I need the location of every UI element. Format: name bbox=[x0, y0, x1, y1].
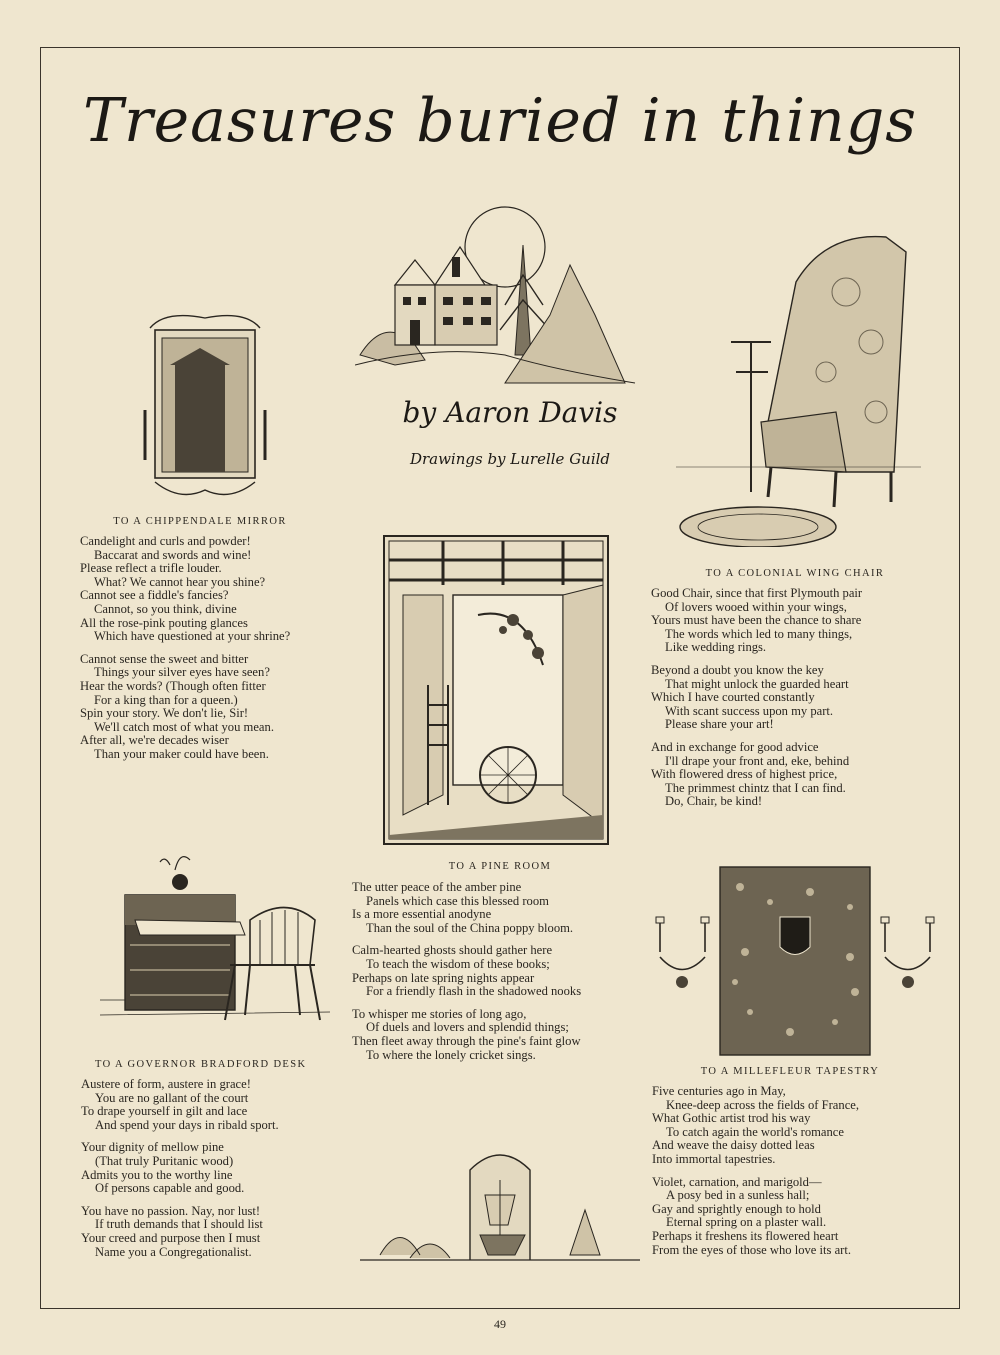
poem-desk bbox=[81, 1078, 279, 1268]
poem-line: The utter peace of the amber pine bbox=[352, 880, 522, 894]
stanza bbox=[352, 881, 581, 935]
poem-line: Five centuries ago in May, bbox=[652, 1084, 786, 1098]
poem-line: And spend your days in ribald sport. bbox=[95, 1117, 279, 1132]
poem-line: Good Chair, since that first Plymouth pair bbox=[651, 586, 863, 600]
poem-line: Beyond a doubt you know the key bbox=[651, 662, 824, 677]
poem-line: Perhaps on late spring nights appear bbox=[352, 970, 535, 985]
poem-line: Cannot see a fiddle's fancies? bbox=[80, 588, 229, 603]
poem-line: For a king than for a queen.) bbox=[94, 692, 238, 707]
poem-pine bbox=[352, 881, 581, 1071]
poem-line: I'll drape your front and, eke, behind bbox=[665, 753, 850, 768]
poem-line: Of persons capable and good. bbox=[95, 1181, 245, 1196]
poem-title-pine: TO A PINE ROOM bbox=[448, 861, 552, 872]
poem-line: (That truly Puritanic wood) bbox=[95, 1153, 234, 1168]
illustrator-credit: Drawings by Lurelle Guild bbox=[409, 450, 611, 468]
poem-title-chair: TO A COLONIAL WING CHAIR bbox=[705, 568, 885, 579]
poem-line: If truth demands that I should list bbox=[95, 1217, 263, 1232]
poem-line: Into immortal tapestries. bbox=[652, 1151, 776, 1166]
bradford-desk-illustration bbox=[100, 850, 330, 1030]
ship-window-illustration bbox=[360, 1140, 640, 1265]
stanza bbox=[81, 1078, 279, 1132]
poem-line: All the rose-pink pouting glances bbox=[80, 615, 248, 630]
poem-line: Eternal spring on a plaster wall. bbox=[666, 1215, 827, 1230]
poem-line: Cannot sense the sweet and bitter bbox=[80, 651, 249, 666]
poem-line: For a friendly flash in the shadowed nooks bbox=[366, 984, 582, 999]
stanza bbox=[651, 664, 862, 732]
page-title: Treasures buried in things bbox=[82, 86, 918, 156]
poem-line: Do, Chair, be kind! bbox=[665, 794, 763, 809]
poem-line: Your dignity of mellow pine bbox=[81, 1140, 224, 1155]
poem-line: Things your silver eyes have seen? bbox=[94, 665, 270, 680]
poem-mirror bbox=[80, 535, 290, 771]
poem-line: To whisper me stories of long ago, bbox=[352, 1006, 527, 1021]
poem-line: What? We cannot hear you shine? bbox=[94, 574, 266, 589]
poem-line: The primmest chintz that I can find. bbox=[665, 780, 846, 795]
poem-line: Your creed and purpose then I must bbox=[81, 1230, 261, 1245]
pine-room-illustration bbox=[383, 535, 609, 845]
stanza bbox=[80, 535, 290, 644]
poem-line: Hear the words? (Though often fitter bbox=[80, 678, 266, 693]
poem-line: Candelight and curls and powder! bbox=[80, 534, 251, 548]
poem-title-tapestry: TO A MILLEFLEUR TAPESTRY bbox=[700, 1066, 880, 1077]
wing-chair-illustration bbox=[676, 222, 921, 547]
poem-line: Which have questioned at your shrine? bbox=[94, 629, 291, 644]
poem-title-desk: TO A GOVERNOR BRADFORD DESK bbox=[95, 1059, 307, 1070]
poem-line: Of duels and lovers and splendid things; bbox=[366, 1020, 569, 1035]
poem-line: You are no gallant of the court bbox=[95, 1090, 249, 1105]
houses-illustration bbox=[355, 205, 640, 390]
poem-line: Calm-hearted ghosts should gather here bbox=[352, 943, 553, 958]
poem-line: And in exchange for good advice bbox=[651, 739, 819, 754]
poem-line: Like wedding rings. bbox=[665, 640, 767, 655]
poem-line: What Gothic artist trod his way bbox=[652, 1111, 811, 1126]
poem-chair bbox=[651, 587, 862, 818]
poem-line: Violet, carnation, and marigold— bbox=[652, 1174, 822, 1189]
poem-line: Please reflect a trifle louder. bbox=[80, 561, 222, 576]
poem-line: Name you a Congregationalist. bbox=[95, 1244, 252, 1259]
page-number: 49 bbox=[494, 1317, 506, 1331]
poem-line: Yours must have been the chance to share bbox=[651, 613, 862, 628]
poem-line: To where the lonely cricket sings. bbox=[366, 1047, 536, 1062]
poem-line: From the eyes of those who love its art. bbox=[652, 1242, 852, 1257]
stanza bbox=[652, 1085, 859, 1167]
poem-line: We'll catch most of what you mean. bbox=[94, 719, 274, 734]
stanza bbox=[81, 1141, 279, 1195]
poem-line: A posy bed in a sunless hall; bbox=[666, 1188, 810, 1203]
poem-line: Austere of form, austere in grace! bbox=[81, 1077, 251, 1091]
poem-line: Cannot, so you think, divine bbox=[94, 601, 237, 616]
millefleur-tapestry-illustration bbox=[650, 862, 940, 1060]
poem-line: Then fleet away through the pine's faint glow bbox=[352, 1033, 581, 1048]
poem-line: And weave the daisy dotted leas bbox=[652, 1138, 815, 1153]
poem-line: Panels which case this blessed room bbox=[366, 893, 549, 908]
stanza bbox=[651, 587, 862, 655]
chippendale-mirror-illustration bbox=[120, 310, 290, 502]
poem-line: Spin your story. We don't lie, Sir! bbox=[80, 706, 249, 721]
poem-line: Perhaps it freshens its flowered heart bbox=[652, 1228, 839, 1243]
stanza bbox=[652, 1176, 859, 1258]
poem-line: To catch again the world's romance bbox=[666, 1124, 844, 1139]
poem-line: Admits you to the worthy line bbox=[81, 1167, 233, 1182]
stanza bbox=[81, 1205, 279, 1259]
stanza bbox=[651, 741, 862, 809]
poem-line: Is a more essential anodyne bbox=[352, 907, 492, 922]
author-byline: by Aaron Davis bbox=[402, 396, 618, 429]
poem-title-mirror: TO A CHIPPENDALE MIRROR bbox=[113, 516, 287, 527]
poem-line: Baccarat and swords and wine! bbox=[94, 547, 252, 562]
poem-tapestry bbox=[652, 1085, 859, 1266]
poem-line: Which I have courted constantly bbox=[651, 690, 815, 705]
poem-line: With scant success upon my part. bbox=[665, 703, 834, 718]
poem-line: After all, we're decades wiser bbox=[80, 733, 229, 748]
poem-line: That might unlock the guarded heart bbox=[665, 676, 849, 691]
poem-line: With flowered dress of highest price, bbox=[651, 767, 838, 782]
poem-line: Please share your art! bbox=[665, 717, 774, 732]
stanza bbox=[352, 944, 581, 998]
poem-line: Than the soul of the China poppy bloom. bbox=[366, 920, 574, 935]
poem-line: Than your maker could have been. bbox=[94, 746, 269, 761]
poem-line: You have no passion. Nay, nor lust! bbox=[81, 1203, 261, 1218]
poem-line: To teach the wisdom of these books; bbox=[366, 956, 550, 971]
poem-line: To drape yourself in gilt and lace bbox=[81, 1104, 248, 1119]
poem-line: The words which led to many things, bbox=[665, 626, 853, 641]
poem-line: Gay and sprightly enough to hold bbox=[652, 1201, 821, 1216]
poem-line: Of lovers wooed within your wings, bbox=[665, 599, 847, 614]
stanza bbox=[80, 653, 290, 762]
stanza bbox=[352, 1008, 581, 1062]
poem-line: Knee-deep across the fields of France, bbox=[666, 1097, 860, 1112]
